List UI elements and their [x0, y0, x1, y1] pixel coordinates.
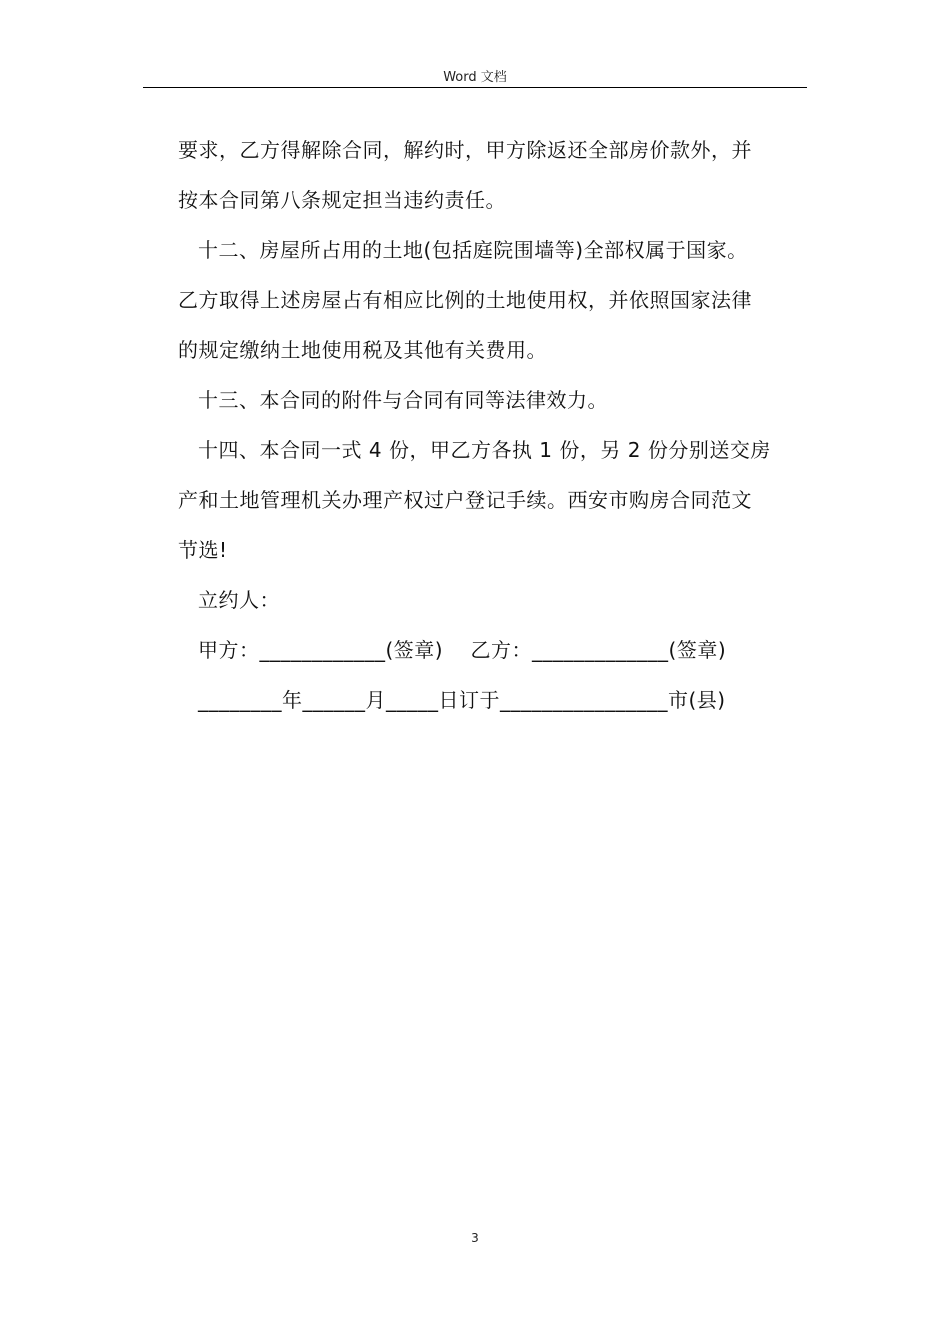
- clause-12-line-1: 十二、房屋所占用的土地(包括庭院围墙等)全部权属于国家。: [198, 238, 748, 262]
- clause-14-line-2: 产和土地管理机关办理产权过户登记手续。西安市购房合同范文: [178, 488, 752, 512]
- signatories-label: 立约人：: [198, 588, 280, 612]
- date-place-line: ________年______月_____日订于________________市(县): [198, 688, 726, 712]
- signature-line: 甲方：____________(签章) 乙方：_____________(签章): [198, 638, 727, 662]
- document-body: [178, 125, 804, 725]
- body-line-2: 按本合同第八条规定担当违约责任。: [178, 188, 506, 212]
- page-header: Word 文档: [443, 70, 507, 85]
- body-line-1: 要求，乙方得解除合同，解约时，甲方除返还全部房价款外，并: [178, 138, 752, 162]
- clause-13: 十三、本合同的附件与合同有同等法律效力。: [198, 388, 608, 412]
- header-divider: [143, 87, 807, 88]
- clause-12-line-3: 的规定缴纳土地使用税及其他有关费用。: [178, 338, 547, 362]
- clause-14-line-1: 十四、本合同一式 4 份，甲乙方各执 1 份，另 2 份分别送交房: [198, 438, 771, 462]
- page-number: 3: [471, 1231, 479, 1245]
- clause-12-line-2: 乙方取得上述房屋占有相应比例的土地使用权，并依照国家法律: [178, 288, 752, 312]
- clause-14-line-3: 节选!: [178, 538, 228, 562]
